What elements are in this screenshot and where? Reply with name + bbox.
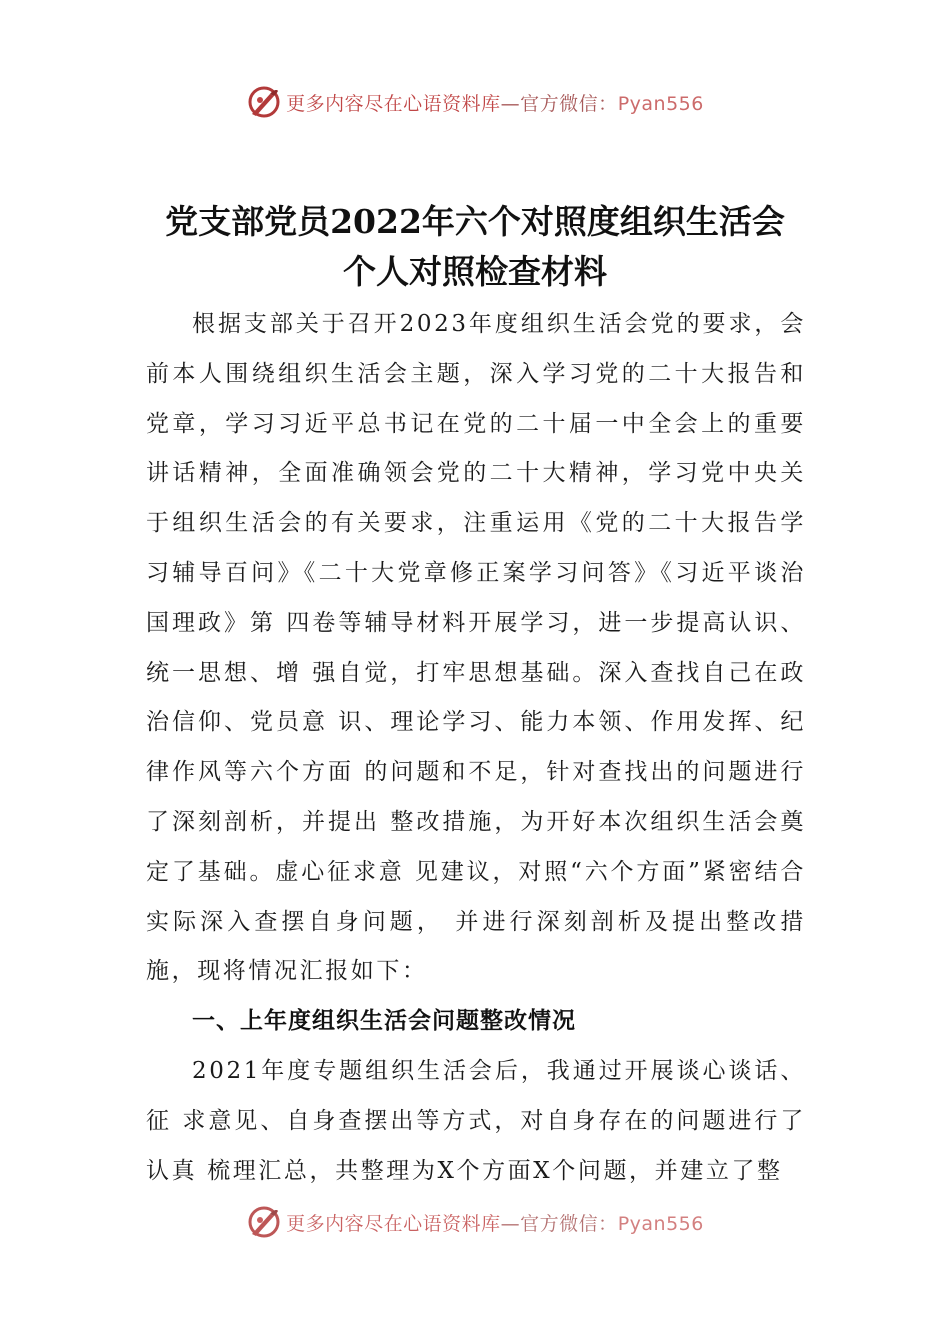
watermark-sub: 官方微信：	[520, 92, 618, 115]
paragraph-section-1: 2021年度专题组织生活会后，我通过开展谈心谈话、征 求意见、自身查摆出等方式，对自身存在的问题进行了认真 梳理汇总，共整理为X个方面X个问题，并建立了整	[146, 1057, 806, 1184]
document-body	[146, 300, 806, 1196]
watermark-sub: 官方微信：	[520, 1212, 618, 1235]
brush-seal-logo-icon	[246, 84, 282, 120]
watermark-header	[0, 82, 950, 122]
watermark-text	[286, 89, 704, 116]
document-title-line2: 个人对照检查材料	[343, 252, 607, 291]
watermark-text	[286, 1209, 704, 1236]
paragraph-intro: 根据支部关于召开2023年度组织生活会党的要求，会前本人围绕组织生活会主题，深入学习党的二十大报告和党章，学习习近平总书记在党的二十届一中全会上的重要讲话精神，全面准确领会党的二十大精神，学习党中央关于组织生活会的有关要求，注重运用《党的二十大报告学习辅导百问》《二十大党章修正案学习问答》《习近平谈治国理政》第 四卷等辅导材料开展学习，进一步提高认识、统一思想、增 强自觉，打牢思想基础。深入查找自己在政治信仰、党员意 识、理论学习、能力本领、作用发挥、纪律作风等六个方面 的问题和不足，针对查找出的问题进行了深刻剖析，并提出 整改措施，为开好本次组织生活会奠定了基础。虚心征求意 见建议，对照“六个方面”紧密结合实际深入查摆自身问题， 并进行深刻剖析及提出整改措施，现将情况汇报如下：	[146, 311, 806, 985]
watermark-dash: —	[500, 92, 521, 115]
watermark-main: 更多内容尽在心语资料库	[286, 1212, 501, 1235]
watermark-footer	[0, 1202, 950, 1242]
section-heading-1: 一、上年度组织生活会问题整改情况	[192, 1008, 576, 1035]
watermark-id: Pyan556	[617, 1212, 704, 1235]
watermark-main: 更多内容尽在心语资料库	[286, 92, 501, 115]
brush-seal-logo-icon	[246, 1204, 282, 1240]
watermark-id: Pyan556	[617, 92, 704, 115]
watermark-dash: —	[500, 1212, 521, 1235]
document-title-line1: 党支部党员2022年六个对照度组织生活会	[165, 202, 785, 241]
